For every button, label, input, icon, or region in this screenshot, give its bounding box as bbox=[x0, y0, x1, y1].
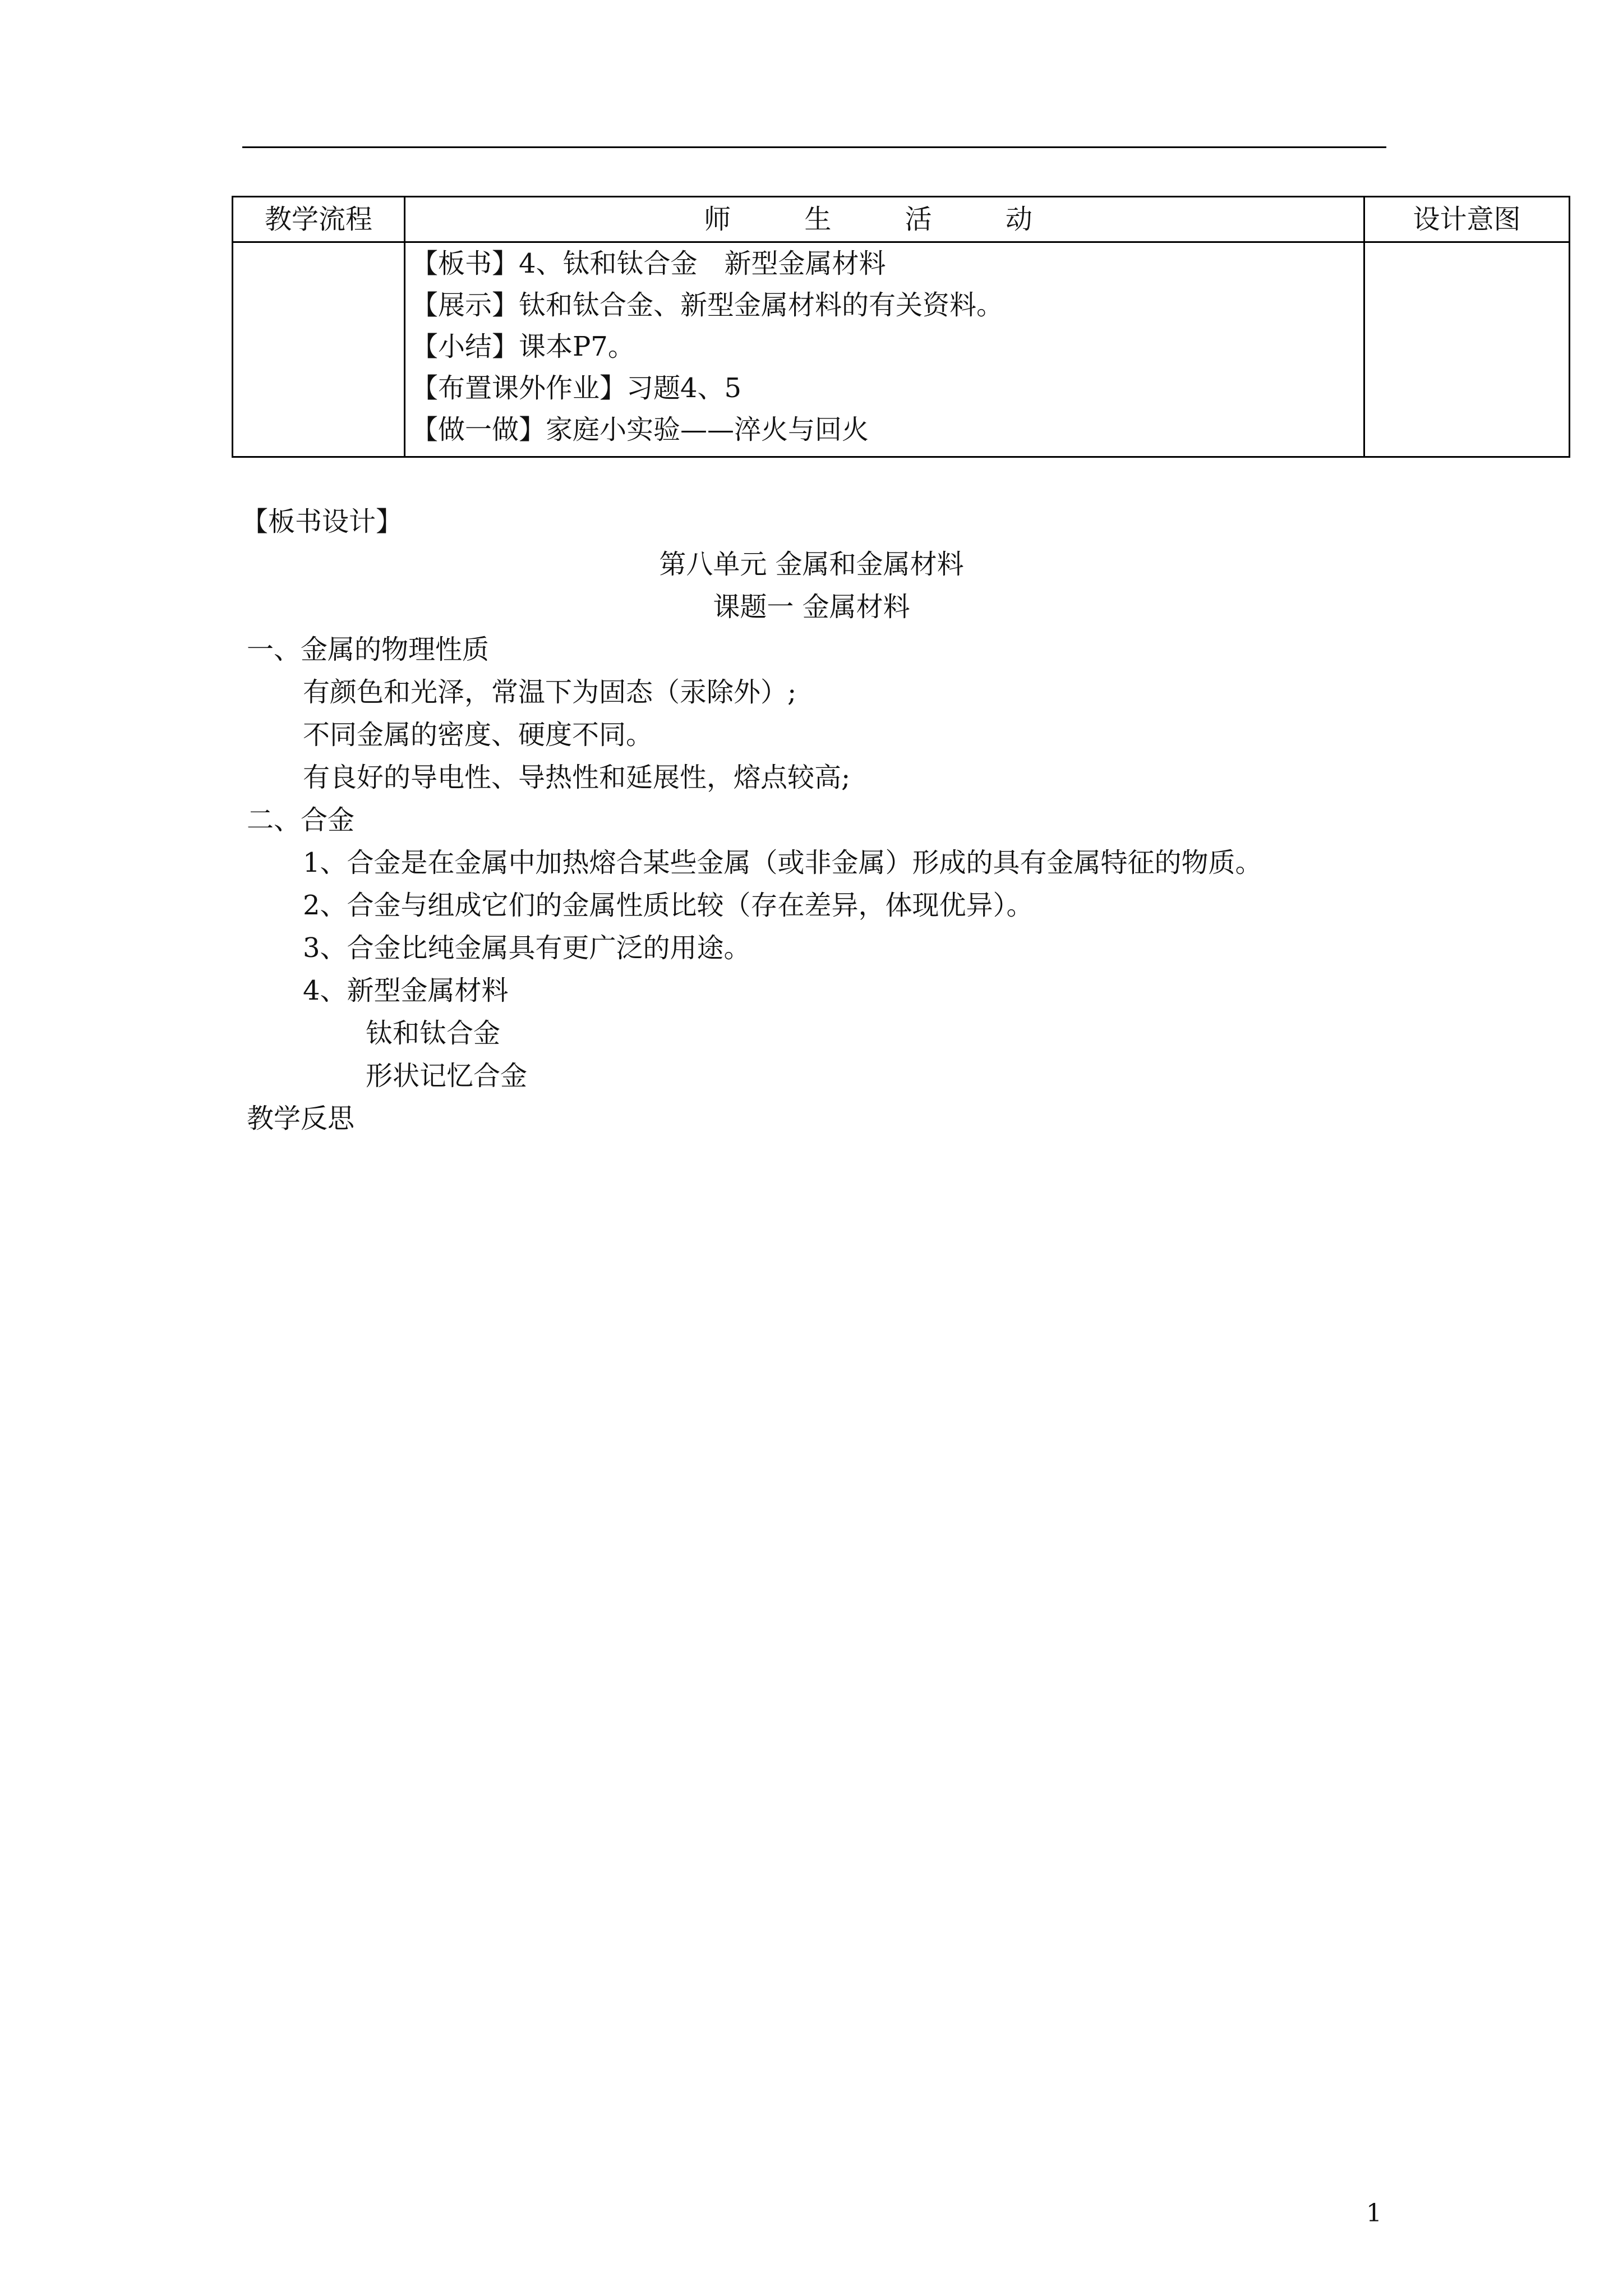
outline-item: 不同金属的密度、硬度不同。 bbox=[303, 719, 653, 751]
header-design-intent: 设计意图 bbox=[1364, 197, 1570, 242]
header-teaching-flow: 教学流程 bbox=[233, 197, 405, 242]
unit-title: 第八单元 金属和金属材料 bbox=[659, 549, 964, 580]
activity-line: 【布置课外作业】习题4、5 bbox=[411, 372, 742, 404]
header-rule bbox=[242, 146, 1386, 148]
activity-line: 【小结】课本P7。 bbox=[411, 331, 635, 362]
outline-item: 有良好的导电性、导热性和延展性，熔点较高; bbox=[303, 762, 851, 793]
outline-item: 钛和钛合金 bbox=[366, 1018, 501, 1049]
outline-item: 2、合金与组成它们的金属性质比较（存在差异，体现优异）。 bbox=[303, 890, 1034, 921]
outline-item: 3、合金比纯金属具有更广泛的用途。 bbox=[303, 932, 751, 964]
lesson-title: 课题一 金属材料 bbox=[713, 591, 910, 623]
header-activities-label: 师 生 活 动 bbox=[704, 204, 1065, 235]
table-header-row bbox=[233, 197, 1570, 242]
activity-line: 【做一做】家庭小实验——淬火与回火 bbox=[411, 414, 869, 445]
teaching-reflection: 教学反思 bbox=[247, 1103, 355, 1134]
teaching-flow-cell bbox=[233, 242, 405, 457]
outline-item: 4、新型金属材料 bbox=[303, 975, 509, 1006]
outline-item: 一、金属的物理性质 bbox=[247, 634, 490, 665]
activity-line: 【展示】钛和钛合金、新型金属材料的有关资料。 bbox=[411, 289, 1004, 321]
outline-item: 1、合金是在金属中加热熔合某些金属（或非金属）形成的具有金属特征的物质。 bbox=[303, 847, 1262, 878]
outline-item: 有颜色和光泽，常温下为固态（汞除外）; bbox=[303, 677, 797, 708]
board-outline bbox=[247, 628, 1262, 1140]
outline-item: 二、合金 bbox=[247, 804, 355, 836]
lesson-table bbox=[232, 196, 1570, 458]
activities-cell bbox=[405, 242, 1364, 457]
design-intent-cell bbox=[1364, 242, 1570, 457]
page-number: 1 bbox=[1366, 2199, 1382, 2228]
outline-item: 形状记忆合金 bbox=[366, 1060, 528, 1092]
header-activities bbox=[405, 197, 1364, 242]
activity-line: 【板书】4、钛和钛合金 新型金属材料 bbox=[411, 248, 886, 279]
table-row bbox=[233, 242, 1570, 457]
board-design-heading: 【板书设计】 bbox=[241, 506, 403, 537]
